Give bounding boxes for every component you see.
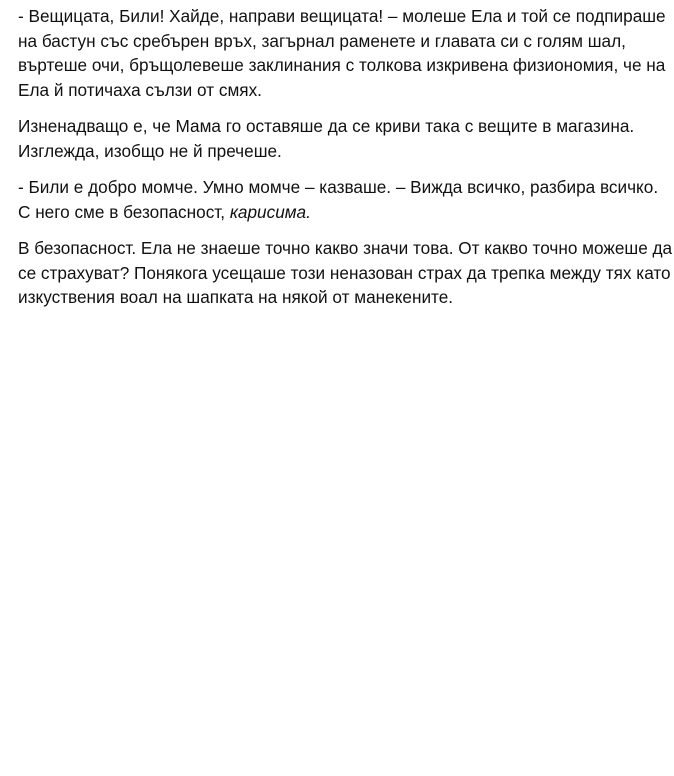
text-line: Изглежда, изобщо не й пречеше. — [18, 140, 282, 161]
text-segment: С него сме в безопасност, — [18, 201, 230, 222]
text-line: въртеше очи, бръщолевеше заклинания с толкова изкривена физиономия, че на — [18, 55, 666, 75]
text-line: на бастун със сребърен връх, загърнал раменете и главата си с голям шал, — [18, 30, 626, 51]
text-line: се страхуват? Понякога усещаше този неназован страх да трепка между тях като — [18, 262, 671, 283]
text-line — [18, 200, 668, 225]
paragraph-4 — [18, 236, 673, 310]
paragraph-2 — [18, 114, 668, 163]
text-line: Ела й потичаха сълзи от смях. — [18, 79, 262, 100]
text-line: - Вещицата, Били! Хайде, направи вещицата! – молеше Ела и той се подпираше — [18, 6, 666, 26]
italic-word: карисима. — [229, 201, 311, 222]
text-line: Изненадващо е, че Мама го оставяше да се криви така с вещите в магазина. — [18, 116, 635, 136]
text-line: - Били е добро момче. Умно момче – казваше. – Вижда всичко, разбира всичко. — [18, 177, 659, 197]
text-line: В безопасност. Ела не знаеше точно какво значи това. От какво точно можеше да — [18, 238, 673, 258]
document-body — [18, 4, 673, 322]
text-line: изкуствения воал на шапката на някой от манекените. — [18, 287, 454, 307]
paragraph-3 — [18, 175, 668, 224]
paragraph-1 — [18, 4, 668, 102]
